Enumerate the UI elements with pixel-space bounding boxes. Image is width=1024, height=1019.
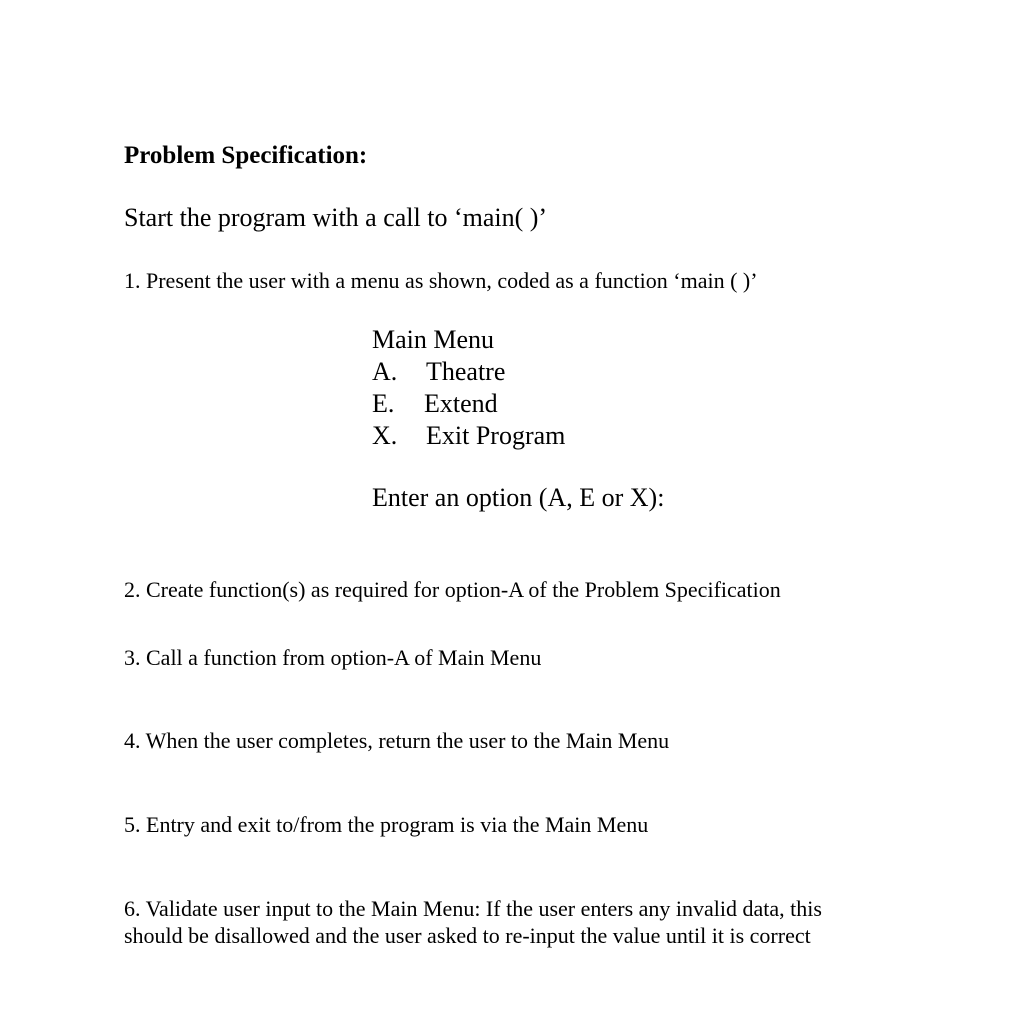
requirement-item-6-continued: should be disallowed and the user asked to re-input the value until it is correct (124, 923, 811, 948)
menu-prompt: Enter an option (A, E or X): (372, 483, 665, 512)
main-menu-example (372, 324, 565, 452)
menu-title: Main Menu (372, 325, 495, 354)
menu-option-key: A. (372, 357, 398, 386)
menu-option-label: Theatre (426, 357, 506, 386)
requirement-item-4: 4. When the user completes, return the user to the Main Menu (124, 728, 670, 753)
menu-option-key: X. (372, 421, 398, 450)
menu-option-a (372, 356, 565, 388)
requirement-item-3: 3. Call a function from option-A of Main Menu (124, 645, 542, 670)
requirement-item-1: 1. Present the user with a menu as shown, coded as a function ‘main ( )’ (124, 268, 758, 293)
intro-paragraph: Start the program with a call to ‘main( )’ (124, 203, 548, 232)
menu-option-e (372, 388, 565, 420)
menu-option-key: E. (372, 389, 395, 418)
requirement-item-5: 5. Entry and exit to/from the program is via the Main Menu (124, 812, 649, 837)
menu-option-x (372, 420, 565, 452)
requirement-item-6: 6. Validate user input to the Main Menu: If the user enters any invalid data, this (124, 896, 822, 921)
menu-option-label: Exit Program (426, 421, 566, 450)
section-heading: Problem Specification: (124, 142, 368, 169)
requirement-item-2: 2. Create function(s) as required for option-A of the Problem Specification (124, 577, 781, 602)
menu-option-label: Extend (424, 389, 498, 418)
